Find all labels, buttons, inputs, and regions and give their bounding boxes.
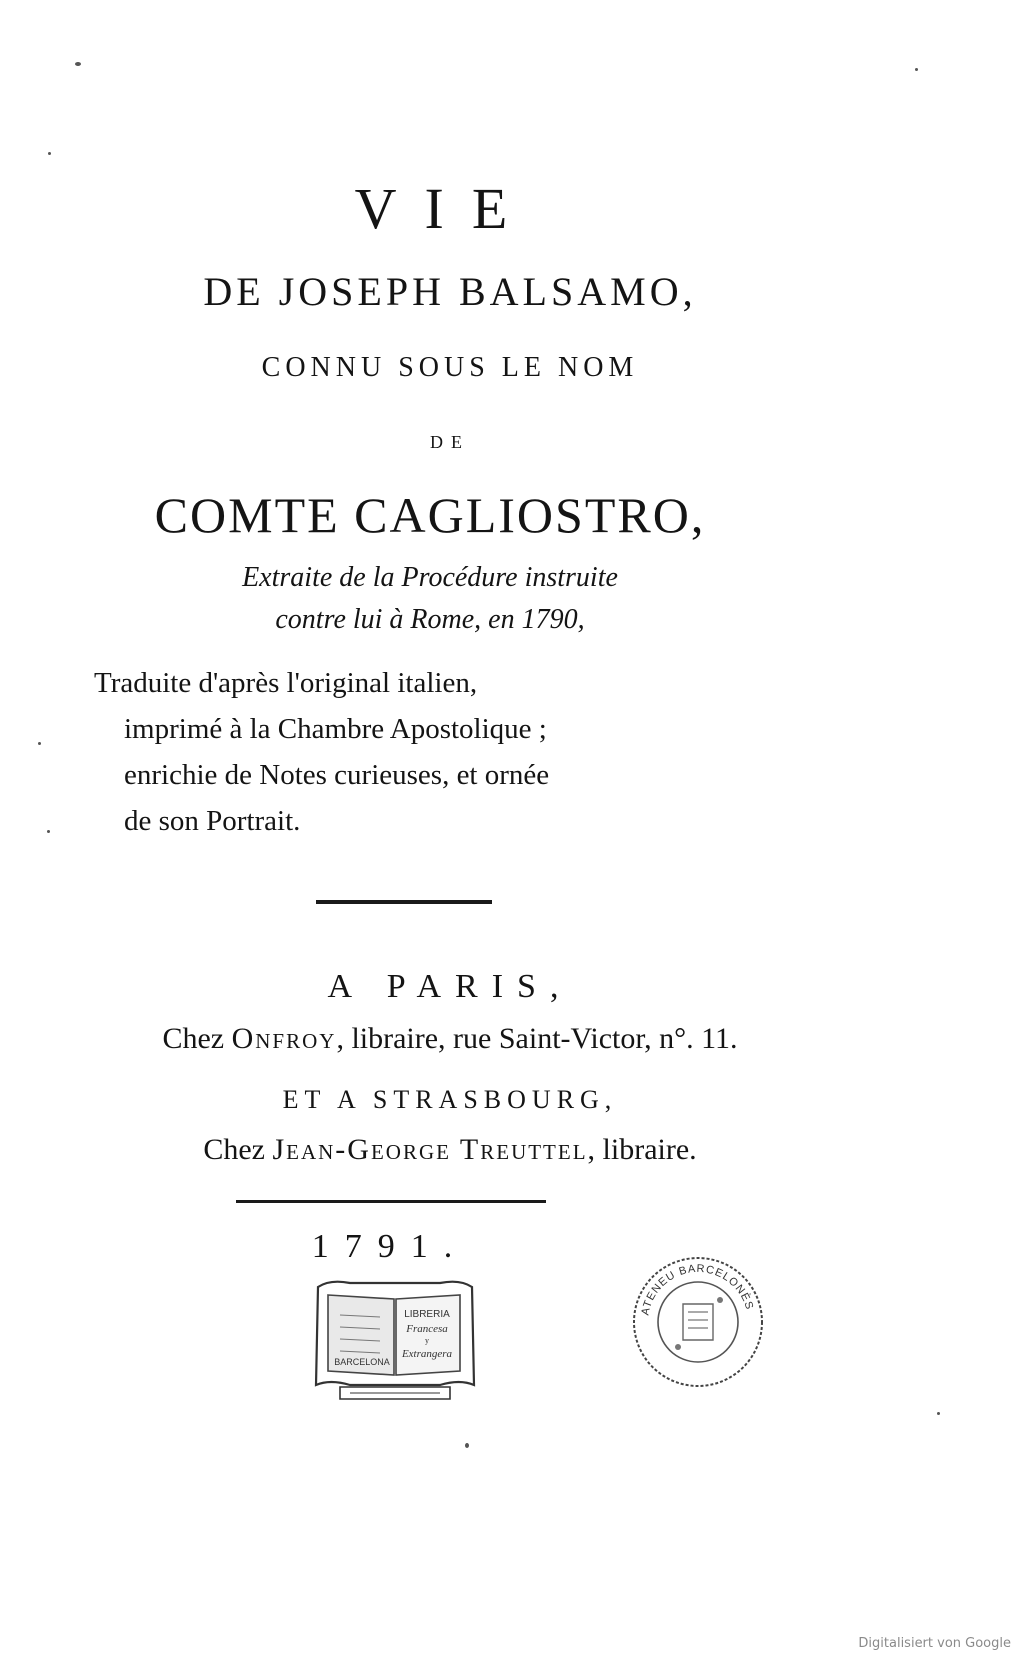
svg-text:y: y [425, 1336, 429, 1345]
publisher-2-name: Jean-George Treuttel [272, 1133, 588, 1166]
imprint-city-strasbourg: ET A STRASBOURG, [282, 1085, 618, 1114]
subtitle-line-1: Extraite de la Procédure instruite [242, 562, 618, 593]
svg-text:Extrangera: Extrangera [401, 1348, 453, 1360]
title-connu: CONNU SOUS LE NOM [261, 352, 639, 383]
title-name: DE JOSEPH BALSAMO, [203, 269, 697, 314]
title-vie: VIE [354, 176, 536, 241]
ateneu-stamp-graphic [628, 1252, 768, 1392]
imprint-publisher-paris [0, 1022, 900, 1056]
svg-text:Francesa: Francesa [406, 1323, 448, 1335]
description-line-4: de son Portrait. [124, 805, 301, 837]
publisher-1-suffix: , libraire, rue Saint-Victor, n°. 11. [336, 1022, 738, 1055]
libreria-stamp [310, 1275, 480, 1410]
imprint-publisher-strasbourg [0, 1133, 900, 1167]
paper-speck [75, 62, 81, 66]
svg-text:BARCELONA: BARCELONA [334, 1357, 390, 1367]
paper-speck [937, 1412, 940, 1415]
publisher-1-name: Onfroy [231, 1022, 337, 1055]
subtitle-line-2: contre lui à Rome, en 1790, [275, 604, 585, 635]
imprint-city-paris: A PARIS, [327, 968, 573, 1005]
divider-rule-1 [316, 900, 492, 904]
paper-speck [48, 152, 51, 155]
svg-text:ATENEU BARCELONÈS: ATENEU BARCELONÈS [639, 1262, 756, 1317]
description-line-1: Traduite d'après l'original italien, [94, 667, 478, 699]
paper-speck [915, 68, 918, 71]
title-comte: COMTE CAGLIOSTRO, [154, 487, 706, 543]
paper-speck [465, 1443, 469, 1448]
publication-year: 1791. [311, 1228, 469, 1265]
publisher-1-prefix: Chez [162, 1022, 232, 1055]
description-line-2: imprimé à la Chambre Apostolique ; [124, 713, 547, 745]
paper-speck [38, 742, 41, 745]
description-paragraph [94, 660, 744, 844]
publisher-2-suffix: , libraire. [587, 1133, 697, 1166]
libreria-stamp-graphic [310, 1275, 480, 1410]
divider-rule-2 [236, 1200, 546, 1203]
ateneu-stamp [628, 1252, 768, 1392]
paper-speck [47, 830, 50, 833]
description-line-3: enrichie de Notes curieuses, et ornée [124, 759, 550, 791]
title-de: DE [430, 432, 470, 452]
publisher-2-prefix: Chez [203, 1133, 273, 1166]
svg-text:LIBRERIA: LIBRERIA [404, 1309, 450, 1320]
digitization-watermark: Digitalisiert von Google [858, 1636, 1011, 1651]
